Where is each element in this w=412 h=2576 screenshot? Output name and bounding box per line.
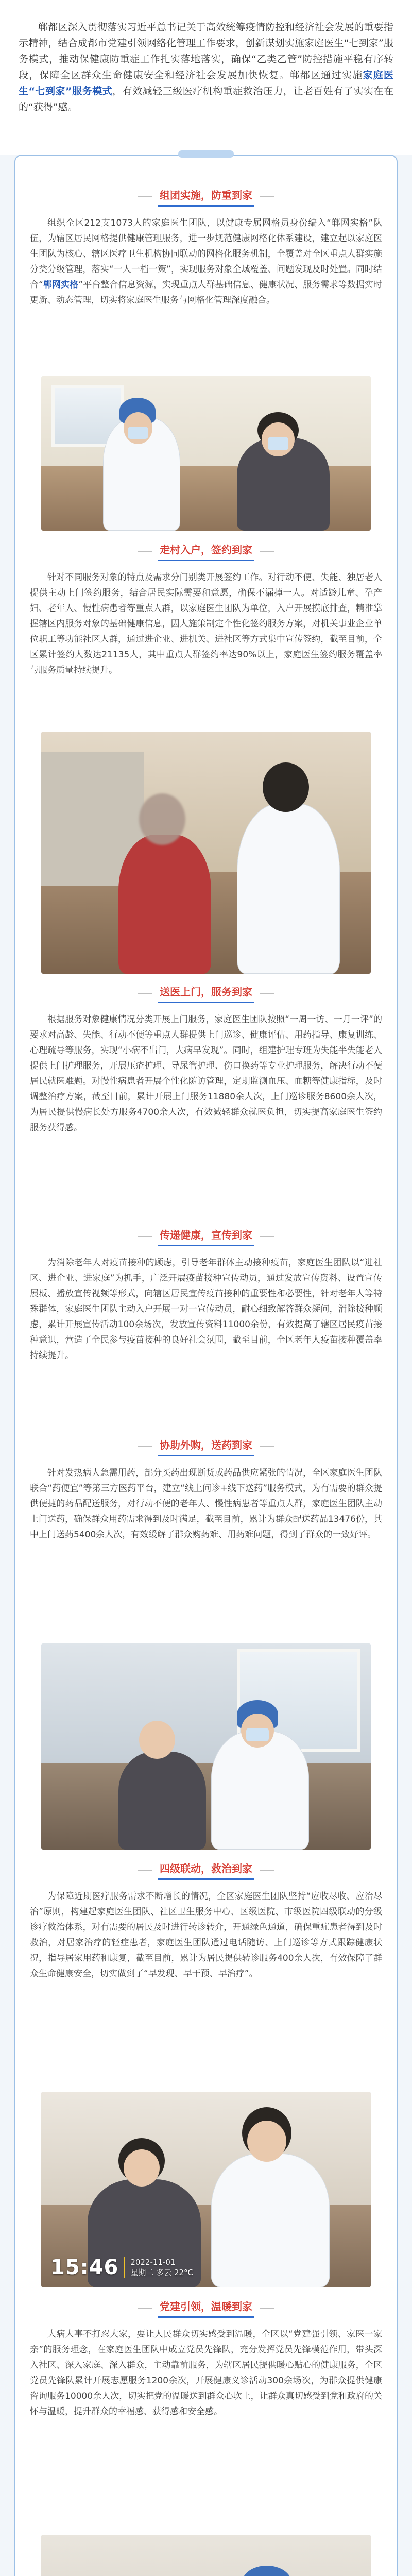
photo-treatment-visit [41,2092,371,2287]
photo-medicine-delivery [41,1643,371,1850]
section-title: 协助外购，送药到家 [158,1437,254,1456]
section-heading-4 [0,1226,412,1247]
section-title: 党建引领，温暖到家 [158,2298,254,2318]
section-paragraph-6: 为保障近期医疗服务需求不断增长的情况，全区家庭医生团队坚持“应收尽收、应治尽治”原则，构建起家庭医生团队、社区卫生服务中心、区级医院、市级医院四级联动的分级诊疗救治体系，对有需要的居民及时进行转诊转介，开通绿色通道，确保重症患者得到及时救治，对居家治疗的轻症患者，家庭医生团队通过电话随访、上门巡诊等方式跟踪健康状况，指导居家用药和康复，截至目前，累计为居民提供转诊服务400余人次，有效保障了群众生命健康安全，切实做到了“早发现、早干预、早治疗”。 [30,1891,382,1979]
section-paragraph-3: 根据服务对象健康情况分类开展上门服务，家庭医生团队按照“一周一访、一月一评”的要求对高龄、失能、行动不便等重点人群提供上门巡诊、健康评估、用药指导、康复训练、心理疏导等服务，实现“小病不出门，大病早发现”。同时，组建护理专班为失能半失能老人提供上门护理服务，开展压疮护理、导尿管护理、伤口换药等专业护理服务，解决行动不便居民就医难题。对慢性病患者开展个性化随访管理，定期监测血压、血糖等健康指标，及时调整治疗方案，截至目前，累计开展上门服务11880余人次，上门巡诊服务8600余人次，为居民提供慢病长处方服务4700余人次，有效减轻群众就医负担，切实提高家庭医生签约服务获得感。 [30,1014,382,1133]
section-heading-1 [0,187,412,207]
timestamp-time: 15:46 [50,2256,119,2279]
photo-home-signing [41,732,371,974]
section-heading-5 [0,1436,412,1457]
intro-paragraph [19,20,393,115]
card-tab-decoration [178,150,234,158]
section-title: 传递健康，宣传到家 [158,1227,254,1246]
intro-text-end: ，有效减轻三级医疗机构重症救治压力，让老百姓有了实实在在的“获得”感。 [19,86,393,113]
heading-right-line [260,196,274,197]
section-heading-3 [0,983,412,1004]
heading-left-line [138,196,152,197]
section-highlight: 郸网实格 [43,280,79,290]
section-title: 走村入户，签约到家 [158,541,254,561]
timestamp-date: 2022-11-01 [130,2258,176,2267]
intro-text: 郸都区深入贯彻落实习近平总书记关于高效统筹疫情防控和经济社会发展的重要指示精神，结合成都市党建引领网络化管理工作要求，创新谋划实施家庭医生“七到家”服务模式，推动保健康防重症工作扎实落地落实，确保“乙类乙管”防控措施平稳有序转段，保障全区群众生命健康安全和经济社会发展加快恢复。郸都区通过实施 [19,22,393,81]
section-paragraph-4: 为消除老年人对疫苗接种的顾虑，引导老年群体主动接种疫苗，家庭医生团队以“进社区、进企业、进家庭”为抓手，广泛开展疫苗接种宣传动员，通过发放宣传资料、设置宣传展板、播放宣传视频等形式，向辖区居民宣传疫苗接种的重要性和必要性，针对老年人等特殊群体，家庭医生团队主动入户开展一对一宣传动员，耐心细致解答群众疑问，消除接种顾虑，累计开展宣传活动100余场次，发放宣传资料11000余份，有效提高了辖区居民疫苗接种意识，营造了全民参与疫苗接种的良好社会氛围，截至目前，全区老年人疫苗接种覆盖率持续提升。 [30,1258,382,1361]
section-title: 四级联动，救治到家 [158,1860,254,1880]
section-heading-6 [0,1860,412,1880]
photo-party-volunteer [41,2535,371,2576]
section-paragraph-7: 大病大事不打忍大家，要让人民群众切实感受到温暖，全区以“党建强引领、家医一家亲”的服务理念，在家庭医生团队中成立党员先锋队，充分发挥党员先锋模范作用，带头深入社区、深入家庭、深入群众，主动靠前服务，为辖区居民提供暖心贴心的健康服务，全区党员先锋队累计开展志愿服务1200余次，开展健康义诊活动300余场次，为群众提供健康咨询服务10000余人次，切实把党的温暖送到群众心坎上，让群众真切感受到党和政府的关怀与温暖，提升群众的幸福感、获得感和安全感。 [30,2329,382,2417]
intro-highlight: 家庭医生“七到家”服务模式 [19,70,393,97]
timestamp-weekday: 星期二 多云 22°C [130,2268,193,2277]
section-title: 组团实施，防重到家 [158,187,254,207]
photo-timestamp [50,2256,193,2279]
intro-block [0,0,412,155]
section-paragraph-5: 针对发热病人急需用药，部分买药出现断货或药品供应紧张的情况，全区家庭医生团队联合“药便宜”等第三方医药平台，建立“线上问诊+线下送药”服务模式，为有需要的群众提供便捷的药品配送服务，对行动不便的老年人、慢性病患者等重点人群，家庭医生团队主动上门送药，确保群众用药需求得到及时满足，截至目前，累计为群众配送药品13476份，其中上门送药5400余人次，有效缓解了群众购药难、用药难问题，得到了群众的一致好评。 [30,1468,382,1540]
section-title: 送医上门，服务到家 [158,984,254,1003]
section-heading-7 [0,2298,412,2318]
section-paragraph-1: 组织全区212支1073人的家庭医生团队，以健康专属网格员身份编入“郸网实格”队伍，为辖区居民网格提供健康管理服务，进一步规范健康网格化体系建设，建立起以家庭医生团队为核心、辖区医疗卫生机构协同联动的网格化服务机制，全覆盖对全区重点人群实施分类分级管理，落实“一人一档一策”，实现服务对象全域覆盖、问题发现及时处置。同时结合“郸网实格”平台整合信息资源，实现重点人群基础信息、健康状况、服务需求等数据实时更新、动态管理，切实将家庭医生服务与网格化管理深度融合。 [30,218,383,306]
photo-doctor-visit [41,376,371,531]
section-heading-2 [0,541,412,562]
section-paragraph-2: 针对不同服务对象的特点及需求分门别类开展签约工作。对行动不便、失能、独居老人提供主动上门签约服务，结合居民实际需要和意愿，确保不漏掉一人。对适龄儿童、孕产妇、老年人、慢性病患者等重点人群，以家庭医生团队为单位，入户开展摸底排查，精准掌握辖区内服务对象的基础健康信息，因人施策制定个性化签约服务方案，对机关事业企业单位职工等功能社区人群，通过进企业、进机关、进社区等方式集中宣传签约，截至目前，全区累计签约人数达21135人，其中重点人群签约率达90%以上，家庭医生签约服务覆盖率与服务质量持续提升。 [30,572,382,675]
